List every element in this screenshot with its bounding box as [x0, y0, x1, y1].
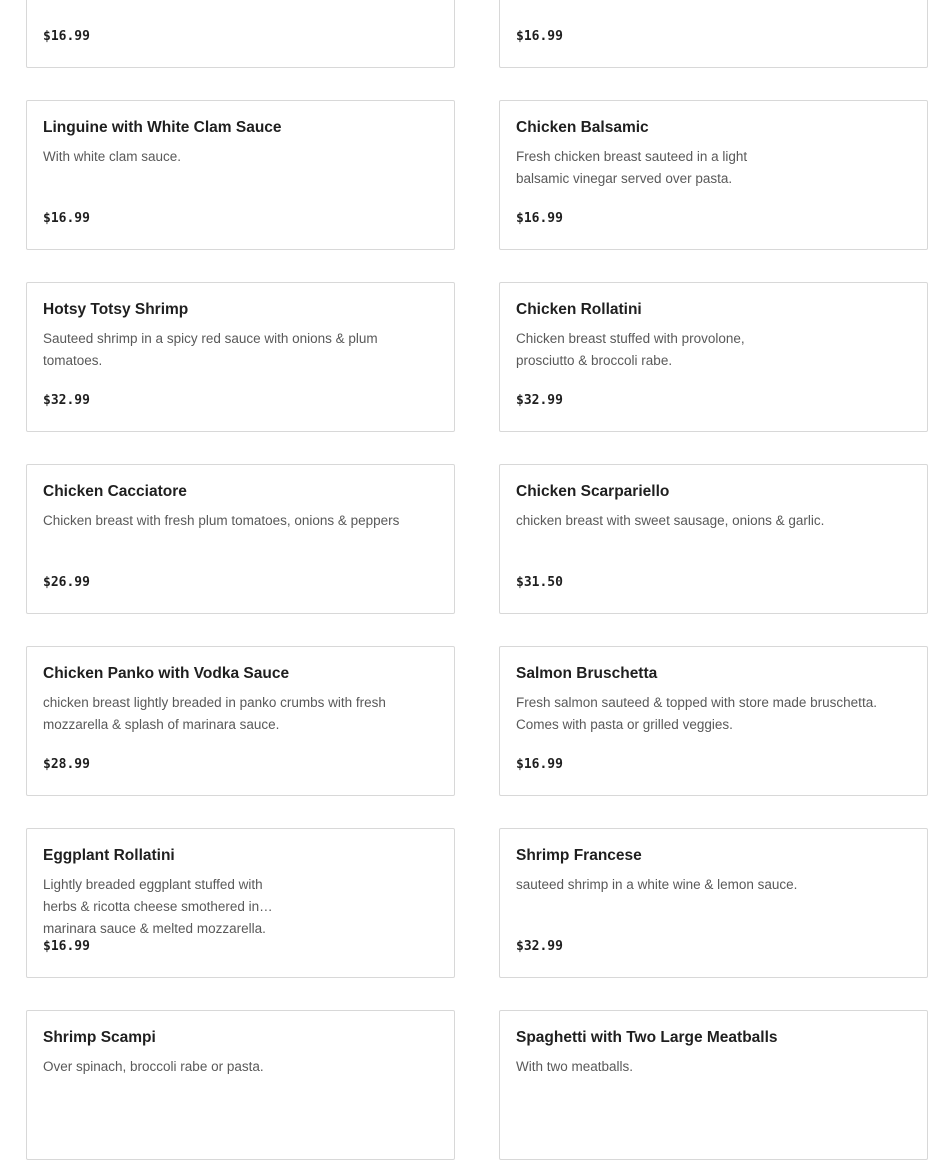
menu-item-card[interactable]	[26, 828, 455, 978]
menu-item-name: Shrimp Francese	[516, 847, 642, 864]
menu-item-price: $16.99	[43, 211, 90, 226]
menu-item-description: Lightly breaded eggplant stuffed with herbs & ricotta cheese smothered in marinara sauce & melted mozzarella.	[43, 877, 266, 936]
menu-item-price: $32.99	[516, 393, 563, 408]
menu-item-name: Linguine with White Clam Sauce	[43, 119, 282, 136]
menu-item-price: $32.99	[43, 393, 90, 408]
menu-item-name: Eggplant Rollatini	[43, 847, 175, 864]
menu-item-price: $31.50	[516, 575, 563, 590]
menu-item-name: Chicken Panko with Vodka Sauce	[43, 665, 290, 682]
menu-item-price: $26.99	[43, 575, 90, 590]
menu-item-card[interactable]	[499, 100, 928, 250]
menu-item-card[interactable]	[26, 646, 455, 796]
menu-item-card[interactable]	[26, 100, 455, 250]
menu-item-card[interactable]	[26, 1010, 455, 1160]
menu-item-price: $16.99	[516, 29, 563, 44]
menu-item-description: With white clam sauce.	[43, 149, 182, 164]
menu-item-description: Sauteed shrimp in a spicy red sauce with onions & plum tomatoes.	[43, 331, 378, 368]
menu-item-name: Spaghetti with Two Large Meatballs	[516, 1029, 778, 1046]
menu-item-description: Fresh chicken breast sauteed in a light balsamic vinegar served over pasta.	[516, 149, 748, 186]
menu-item-description: chicken breast with sweet sausage, onions & garlic.	[516, 513, 825, 528]
menu-item-name: Shrimp Scampi	[43, 1029, 156, 1046]
menu-item-card[interactable]	[499, 0, 928, 68]
menu-item-price: $32.99	[516, 939, 563, 954]
menu-item-name: Chicken Balsamic	[516, 119, 649, 136]
menu-item-card[interactable]	[499, 282, 928, 432]
menu-items-grid	[26, 0, 928, 1160]
menu-item-description: Chicken breast with fresh plum tomatoes, onions & peppers	[43, 513, 400, 528]
menu-item-price: $16.99	[43, 939, 90, 954]
menu-item-name: Hotsy Totsy Shrimp	[43, 301, 189, 318]
menu-item-price: $16.99	[43, 29, 90, 44]
menu-item-name: Chicken Cacciatore	[43, 483, 187, 500]
menu-item-card[interactable]	[26, 282, 455, 432]
menu-item-name: Chicken Rollatini	[516, 301, 642, 318]
menu-item-description: With two meatballs.	[516, 1059, 634, 1074]
menu-item-price: $16.99	[516, 211, 563, 226]
menu-item-name: Chicken Scarpariello	[516, 483, 670, 500]
menu-item-price: $16.99	[516, 757, 563, 772]
menu-item-name: Salmon Bruschetta	[516, 665, 658, 682]
menu-item-description: Fresh salmon sauteed & topped with store made bruschetta. Comes with pasta or grilled veggies.	[516, 695, 877, 732]
menu-item-description: Over spinach, broccoli rabe or pasta.	[43, 1059, 264, 1074]
menu-item-card[interactable]	[499, 464, 928, 614]
menu-item-card[interactable]	[26, 464, 455, 614]
menu-item-description: sauteed shrimp in a white wine & lemon sauce.	[516, 877, 798, 892]
menu-item-card[interactable]	[499, 828, 928, 978]
menu-item-description: Chicken breast stuffed with provolone, prosciutto & broccoli rabe.	[516, 331, 745, 368]
menu-item-description: chicken breast lightly breaded in panko crumbs with fresh mozzarella & splash of marinara sauce.	[43, 695, 386, 732]
menu-item-price: $28.99	[43, 757, 90, 772]
menu-item-card[interactable]	[499, 646, 928, 796]
menu-item-card[interactable]	[26, 0, 455, 68]
menu-item-card[interactable]	[499, 1010, 928, 1160]
